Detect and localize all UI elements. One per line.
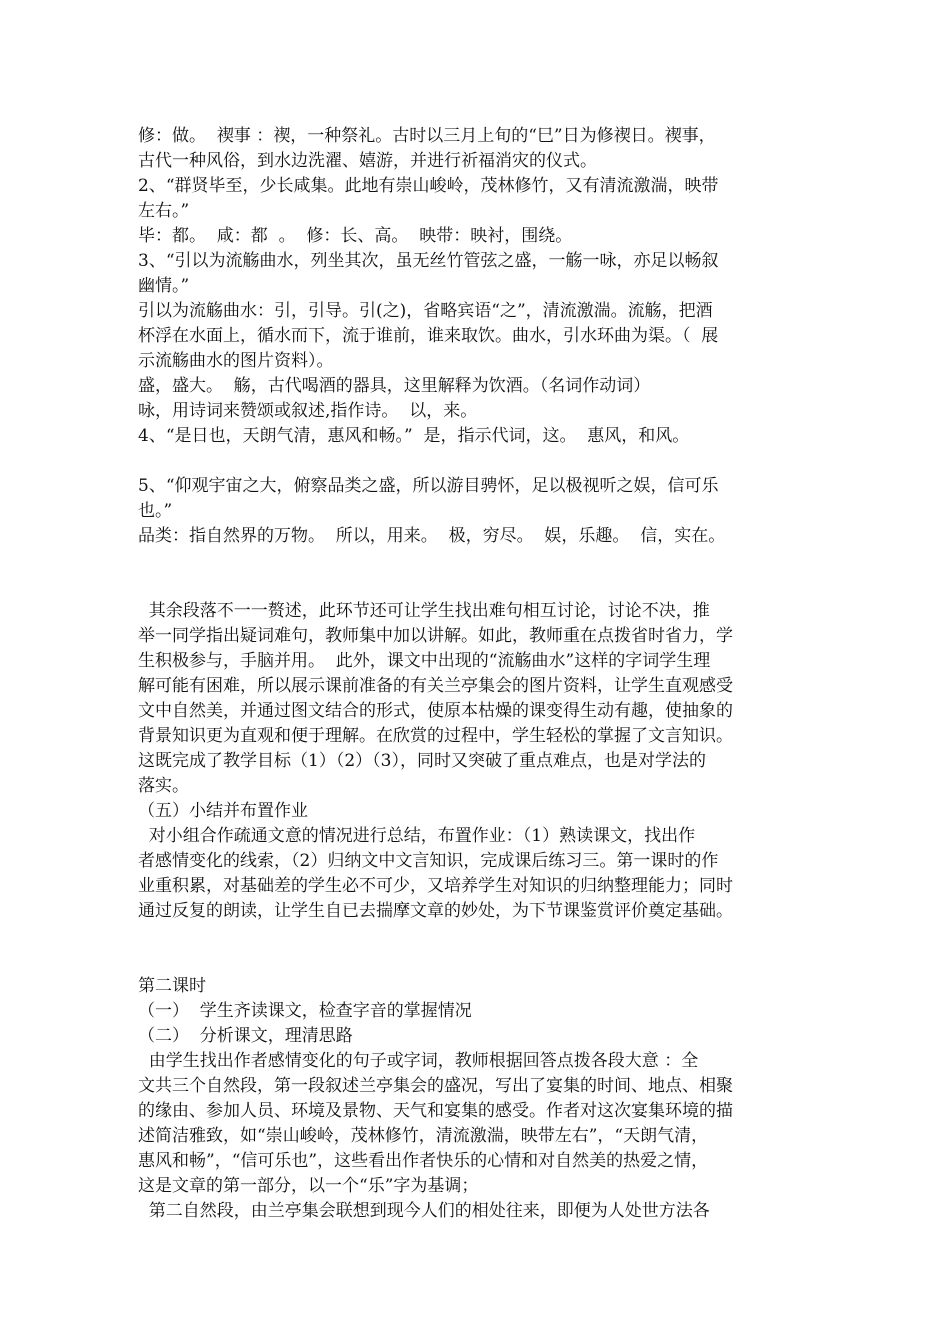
- blank-line: [138, 549, 828, 574]
- text-line: 文中自然美，并通过图文结合的形式，使原本枯燥的课变得生动有趣，使抽象的: [138, 701, 733, 721]
- text-line: （二） 分析课文，理清思路: [138, 1026, 353, 1046]
- text-line: 左右。”: [138, 201, 190, 221]
- text-line: 引以为流觞曲水：引，引导。引(之)，省略宾语“之”，清流激湍。流觞，把酒: [138, 301, 713, 321]
- text-line: 4、“是日也，天朗气清，惠风和畅。” 是，指示代词，这。 惠风，和风。: [138, 426, 690, 446]
- text-line: 这是文章的第一部分，以一个“乐”字为基调；: [138, 1176, 479, 1196]
- blank-line: [138, 449, 828, 474]
- text-line: 述简洁雅致，如“崇山峻岭，茂林修竹，清流激湍，映带左右”，“天朗气清，: [138, 1126, 709, 1146]
- text-line: 古代一种风俗，到水边洗濯、嬉游，并进行祈福消灾的仪式。: [138, 151, 597, 171]
- text-line: 举一同学指出疑词难句，教师集中加以讲解。如此，教师重在点拨省时省力，学: [138, 626, 733, 646]
- blank-line: [138, 574, 828, 599]
- text-line: 生积极参与，手脑并用。 此外，课文中出现的“流觞曲水”这样的字词学生理: [138, 651, 711, 671]
- text-line: 第二自然段，由兰亭集会联想到现今人们的相处往来，即便为人处世方法各: [138, 1201, 710, 1221]
- text-line: 者感情变化的线索，（2）归纳文中文言知识，完成课后练习三。第一课时的作: [138, 851, 719, 871]
- text-line: 这既完成了教学目标（1）（2）（3），同时又突破了重点难点，也是对学法的: [138, 751, 706, 771]
- document-page: [138, 124, 828, 1224]
- text-line: 的缘由、参加人员、环境及景物、天气和宴集的感受。作者对这次宴集环境的描: [138, 1101, 733, 1121]
- text-line: 示流觞曲水的图片资料）。: [138, 351, 334, 371]
- text-line: （一） 学生齐读课文，检查字音的掌握情况: [138, 1001, 472, 1021]
- text-line: 背景知识更为直观和便于理解。在欣赏的过程中，学生轻松的掌握了文言知识。: [138, 726, 733, 746]
- text-line: 3、“引以为流觞曲水，列坐其次，虽无丝竹管弦之盛，一觞一咏，亦足以畅叙: [138, 251, 719, 271]
- text-line: 对小组合作疏通文意的情况进行总结，布置作业：（1）熟读课文，找出作: [138, 826, 696, 846]
- text-line: 品类：指自然界的万物。 所以，用来。 极，穷尽。 娱，乐趣。 信，实在。: [138, 526, 726, 546]
- blank-line: [138, 949, 828, 974]
- text-line: 由学生找出作者感情变化的句子或字词，教师根据回答点拨各段大意 ：全: [138, 1051, 699, 1071]
- text-line: 5、“仰观宇宙之大，俯察品类之盛，所以游目骋怀，足以极视听之娱，信可乐: [138, 476, 719, 496]
- text-line: 也。”: [138, 501, 173, 521]
- text-line: 业重积累，对基础差的学生必不可少，又培养学生对知识的归纳整理能力；同时: [138, 876, 733, 896]
- text-line: 落实。: [138, 776, 189, 796]
- text-line: 杯浮在水面上，循水而下，流于谁前，谁来取饮。曲水，引水环曲为渠。（ 展: [138, 326, 719, 346]
- text-line: 幽情。”: [138, 276, 190, 296]
- text-line: 文共三个自然段，第一段叙述兰亭集会的盛况，写出了宴集的时间、地点、相聚: [138, 1076, 733, 1096]
- text-line: 通过反复的朗读，让学生自已去揣摩文章的妙处，为下节课鉴赏评价奠定基础。: [138, 901, 733, 921]
- text-line: 修：做。 禊事 ：禊，一种祭礼。古时以三月上旬的“巳”日为修禊日。禊事，: [138, 126, 716, 146]
- text-line: 2、“群贤毕至，少长咸集。此地有崇山峻岭，茂林修竹，又有清流激湍，映带: [138, 176, 719, 196]
- text-line: 其余段落不一一赘述，此环节还可让学生找出难句相互讨论，讨论不决，推: [138, 601, 710, 621]
- text-line: 咏，用诗词来赞颂或叙述,指作诗。 以，来。: [138, 401, 478, 421]
- text-line: 惠风和畅”，“信可乐也”，这些看出作者快乐的心情和对自然美的热爱之情，: [138, 1151, 709, 1171]
- text-line: 第二课时: [138, 976, 206, 996]
- text-line: （五）小结并布置作业: [138, 801, 308, 821]
- text-line: 盛，盛大。 觞，古代喝酒的器具，这里解释为饮酒。（名词作动词）: [138, 376, 651, 396]
- text-line: 毕：都。 咸：都 。 修：长、高。 映带：映衬，围绕。: [138, 226, 573, 246]
- text-line: 解可能有困难，所以展示课前准备的有关兰亭集会的图片资料，让学生直观感受: [138, 676, 733, 696]
- blank-line: [138, 924, 828, 949]
